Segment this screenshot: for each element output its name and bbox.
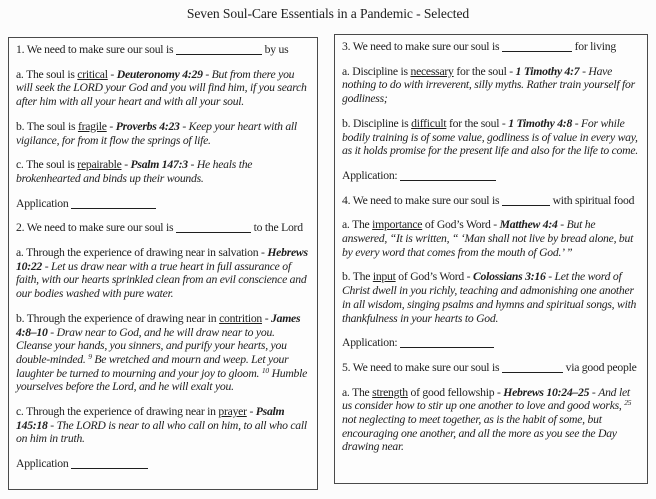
heading-tail: for living	[574, 40, 616, 53]
study-point	[16, 246, 310, 301]
dash-separator: -	[47, 325, 57, 339]
verse-reference: Proverbs 4:23	[115, 119, 180, 133]
verse-reference: 1 Timothy 4:7	[515, 64, 580, 78]
verse-reference: Hebrews 10:24–25	[503, 385, 590, 399]
verse-reference: Psalm 145:18	[16, 405, 285, 432]
point-text: a. Through the experience of drawing near in salvation -	[16, 246, 268, 260]
study-point	[342, 117, 640, 158]
point-text: for the soul -	[446, 116, 509, 130]
dash-separator: -	[572, 116, 582, 130]
verse-quote: But from there you will seek the LORD your God and you will find him, if you search after him with all your heart and with all your soul.	[16, 67, 307, 109]
section-2-heading	[16, 221, 310, 235]
verse-reference: James 4:8–10	[16, 311, 301, 339]
dash-separator: -	[187, 158, 197, 172]
dash-separator: -	[557, 218, 567, 232]
dash-separator: -	[42, 259, 52, 273]
study-point	[16, 312, 310, 394]
application-label: Application:	[342, 168, 398, 182]
keyword: importance	[372, 218, 423, 232]
study-point	[342, 270, 640, 325]
application-line	[342, 336, 640, 350]
keyword: input	[372, 270, 396, 284]
dash-separator: -	[545, 270, 555, 284]
dash-separator: -	[589, 385, 599, 399]
keyword: necessary	[410, 64, 454, 78]
verse-quote: Be wretched and mourn and weep. Let your laughter be turned to mourning and your joy to gloom.	[16, 352, 289, 380]
section-3-heading	[342, 40, 640, 54]
verse-reference: Deuteronomy 4:29	[116, 67, 203, 81]
application-blank	[71, 458, 148, 469]
heading-tail: via good people	[565, 360, 637, 374]
point-text: -	[107, 67, 117, 81]
application-blank	[400, 170, 496, 181]
point-text: a. The	[342, 385, 373, 399]
point-text: a. The soul is	[16, 67, 78, 81]
heading-text: 5. We need to make sure our soul is	[342, 360, 500, 374]
verse-quote: But he answered, “It is written, “ ‘Man shall not live by bread alone, but by every word that comes from the mouth of God.’ ”	[342, 218, 634, 259]
heading-text: 2. We need to make sure our soul is	[16, 221, 174, 235]
section-1-heading	[16, 43, 310, 57]
verse-quote: Keep your heart with all vigilance, for from it flow the springs of life.	[16, 119, 297, 147]
superscript-verse-number: 25	[624, 398, 632, 408]
page-title: Seven Soul-Care Essentials in a Pandemic - Selected	[186, 6, 470, 21]
point-text: b. Through the experience of drawing near in	[16, 311, 220, 325]
application-label: Application	[16, 457, 69, 471]
verse-quote: The LORD is near to all who call on him, to all who call on him in truth.	[16, 418, 307, 446]
keyword: contrition	[219, 311, 263, 325]
verse-reference: Colossians 3:16	[472, 270, 546, 284]
verse-reference: Psalm 147:3	[130, 158, 188, 172]
dash-separator: -	[579, 64, 589, 78]
verse-quote: not neglecting to meet together, as is the habit of some, but encouraging one another, and all the more as you see the Day drawing near.	[342, 413, 617, 454]
fill-in-blank	[502, 362, 563, 373]
verse-reference: Hebrews 10:22	[16, 246, 308, 273]
study-point	[342, 386, 640, 455]
keyword: strength	[372, 385, 408, 399]
section-4-heading	[342, 194, 640, 208]
section-5-heading	[342, 361, 640, 375]
superscript-verse-number: 9	[88, 351, 92, 361]
application-line	[16, 197, 310, 211]
study-point	[342, 218, 640, 259]
point-text: c. Through the experience of drawing near in	[16, 405, 219, 419]
verse-quote: For while bodily training is of some value, godliness is of value in every way, as it holds promise for the present life and also for the life to come.	[342, 116, 638, 158]
verse-quote: Let us draw near with a true heart in full assurance of faith, with our hearts sprinkled clean from an evil conscience and our bodies washed with pure water.	[16, 259, 307, 301]
heading-text: 3. We need to make sure our soul is	[342, 40, 500, 53]
application-line	[16, 457, 310, 471]
heading-tail: to the Lord	[253, 221, 303, 235]
verse-quote: Let the word of Christ dwell in you richly, teaching and admonishing one another in all wisdom, singing psalms and hymns and spiritual songs, with thankfulness in your hearts to God.	[342, 270, 637, 325]
verse-quote: He heals the brokenhearted and binds up their wounds.	[16, 158, 253, 185]
fill-in-blank	[502, 195, 550, 206]
keyword: prayer	[218, 405, 247, 419]
point-text: a. Discipline is	[342, 64, 411, 78]
point-text: a. The	[342, 218, 373, 232]
point-text: b. The	[342, 270, 373, 284]
study-point	[16, 120, 310, 147]
verse-reference: 1 Timothy 4:8	[508, 116, 573, 130]
application-blank	[71, 198, 156, 209]
verse-quote: And let us consider how to stir up one another to love and good works,	[342, 385, 630, 413]
verse-quote: Have nothing to do with irreverent, silly myths. Rather train yourself for godliness;	[342, 64, 635, 106]
keyword: critical	[77, 67, 108, 81]
point-text: b. The soul is	[16, 119, 78, 133]
left-column-box	[8, 37, 318, 490]
point-text: -	[246, 405, 256, 419]
keyword: difficult	[411, 116, 447, 130]
verse-reference: Matthew 4:4	[499, 218, 558, 232]
heading-tail: with spiritual food	[552, 193, 635, 207]
verse-quote: Draw near to God, and he will draw near to you. Cleanse your hands, you sinners, and purify your hearts, you double-minded.	[16, 325, 287, 366]
keyword: repairable	[77, 158, 122, 172]
verse-quote: Humble yourselves before the Lord, and he will exalt you.	[16, 366, 308, 394]
application-label: Application:	[342, 336, 398, 350]
application-line	[342, 169, 640, 183]
dash-separator: -	[202, 67, 212, 81]
heading-tail: by us	[264, 43, 289, 56]
fill-in-blank	[176, 222, 251, 233]
study-point	[342, 65, 640, 106]
fill-in-blank	[176, 44, 262, 55]
point-text: c. The soul is	[16, 158, 78, 172]
keyword: fragile	[77, 119, 107, 133]
heading-text: 4. We need to make sure our soul is	[342, 193, 500, 207]
point-text: -	[106, 119, 116, 133]
point-text: of good fellowship -	[407, 385, 504, 399]
dash-separator: -	[47, 418, 57, 432]
point-text: of God’s Word -	[422, 218, 500, 232]
superscript-verse-number: 10	[261, 365, 269, 375]
study-point	[16, 405, 310, 446]
fill-in-blank	[502, 41, 572, 52]
study-point	[16, 158, 310, 185]
point-text: b. Discipline is	[342, 116, 412, 130]
point-text: for the soul -	[453, 64, 516, 78]
heading-text: 1. We need to make sure our soul is	[16, 43, 174, 56]
point-text: of God’s Word -	[395, 270, 473, 284]
application-blank	[400, 337, 494, 348]
application-label: Application	[16, 196, 69, 210]
study-point	[16, 68, 310, 109]
point-text: -	[121, 158, 131, 172]
dash-separator: -	[179, 119, 189, 133]
point-text: -	[262, 311, 272, 325]
right-column-box	[334, 34, 648, 484]
